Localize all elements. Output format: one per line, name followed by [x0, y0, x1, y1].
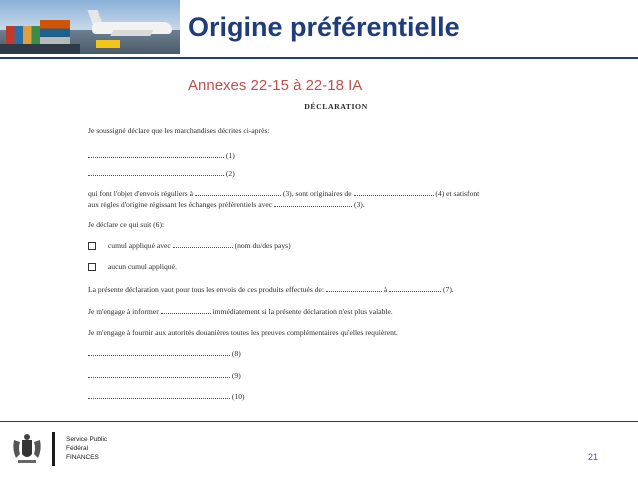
header-photo: [0, 0, 180, 54]
intro-text: Je soussigné déclare que les marchandises décrites ci-après:: [88, 126, 270, 135]
fill-line: [274, 199, 352, 207]
regles-line: [88, 199, 365, 210]
option-no-cumul-text: aucun cumul appliqué.: [107, 262, 177, 271]
regles-text: aux règles d'origine régissant les échanges préférentiels avec: [88, 200, 273, 209]
fill-line: [173, 240, 233, 248]
engage-informer-text-a: Je m'engage à informer: [88, 307, 159, 316]
title-divider: [0, 57, 638, 59]
page-subtitle: Annexes 22-15 à 22-18 IA: [188, 77, 363, 94]
declare-suit-text: Je déclare ce qui suit (6):: [88, 220, 165, 229]
footnote-ref: (3).: [353, 200, 365, 209]
cumul-checkbox[interactable]: [88, 242, 96, 250]
option-cumul-suffix: (nom du/des pays): [234, 241, 291, 250]
engage-informer-line: [88, 306, 393, 317]
ship-hull: [0, 44, 80, 54]
footer-bar: [52, 432, 55, 466]
cargo-truck: [96, 40, 120, 48]
goods-line-1: [88, 150, 235, 161]
no-cumul-checkbox[interactable]: [88, 263, 96, 271]
declaration-form: [88, 102, 548, 401]
declare-suit: [88, 220, 164, 230]
footer-organization: [66, 436, 107, 462]
option-cumul: [88, 240, 291, 251]
envois-text-a: qui font l'objet d'envois réguliers à: [88, 189, 194, 198]
fill-line: [389, 284, 441, 292]
fill-line: [88, 150, 224, 158]
fill-line: [354, 188, 434, 196]
page-number: 21: [588, 452, 599, 462]
envois-line: [88, 188, 479, 199]
footnote-ref: (1): [225, 151, 235, 160]
fill-line: [161, 306, 211, 314]
signature-line-2: [88, 370, 241, 381]
footnote-ref: (2): [225, 169, 235, 178]
org-line: Service Public: [66, 436, 108, 443]
footnote-ref: (7).: [443, 285, 454, 294]
container-stack: [6, 26, 40, 46]
validity-text-a: La présente déclaration vaut pour tous les envois de ces produits effectués de:: [88, 285, 325, 294]
envois-text-b: (3), sont originaires de: [282, 189, 352, 198]
footnote-ref: (10): [231, 392, 245, 401]
fill-line: [326, 284, 382, 292]
org-line: FINANCES: [66, 453, 99, 461]
footer-divider: [0, 421, 638, 422]
fill-line: [195, 188, 281, 196]
validity-line: [88, 284, 454, 295]
fill-line: [88, 391, 230, 399]
page-title: Origine préférentielle: [188, 12, 460, 42]
fill-line: [88, 168, 224, 176]
envois-text-c: (4) et satisfont: [435, 189, 480, 198]
coat-of-arms-icon: [10, 432, 44, 466]
fill-line: [88, 348, 230, 356]
option-cumul-text: cumul appliqué avec: [107, 241, 171, 250]
goods-line-2: [88, 168, 235, 179]
option-no-cumul: [88, 262, 177, 272]
footnote-ref: (8): [231, 349, 241, 358]
engage-informer-text-b: immédiatement si la présente déclaration n'est plus valable.: [212, 307, 393, 316]
fill-line: [88, 370, 230, 378]
form-heading: DÉCLARATION: [304, 102, 368, 111]
plane-wing: [110, 30, 153, 36]
signature-line-3: [88, 391, 245, 402]
validity-text-b: à: [383, 285, 388, 294]
container-stack: [40, 20, 70, 46]
footnote-ref: (9): [231, 371, 241, 380]
form-intro: [88, 126, 270, 136]
engage-fournir-line: [88, 328, 398, 338]
org-line: Fédéral: [66, 444, 89, 452]
signature-line-1: [88, 348, 241, 359]
engage-fournir-text: Je m'engage à fournir aux autorités douanières toutes les preuves complémentaires qu'elles requièrent.: [88, 328, 398, 337]
